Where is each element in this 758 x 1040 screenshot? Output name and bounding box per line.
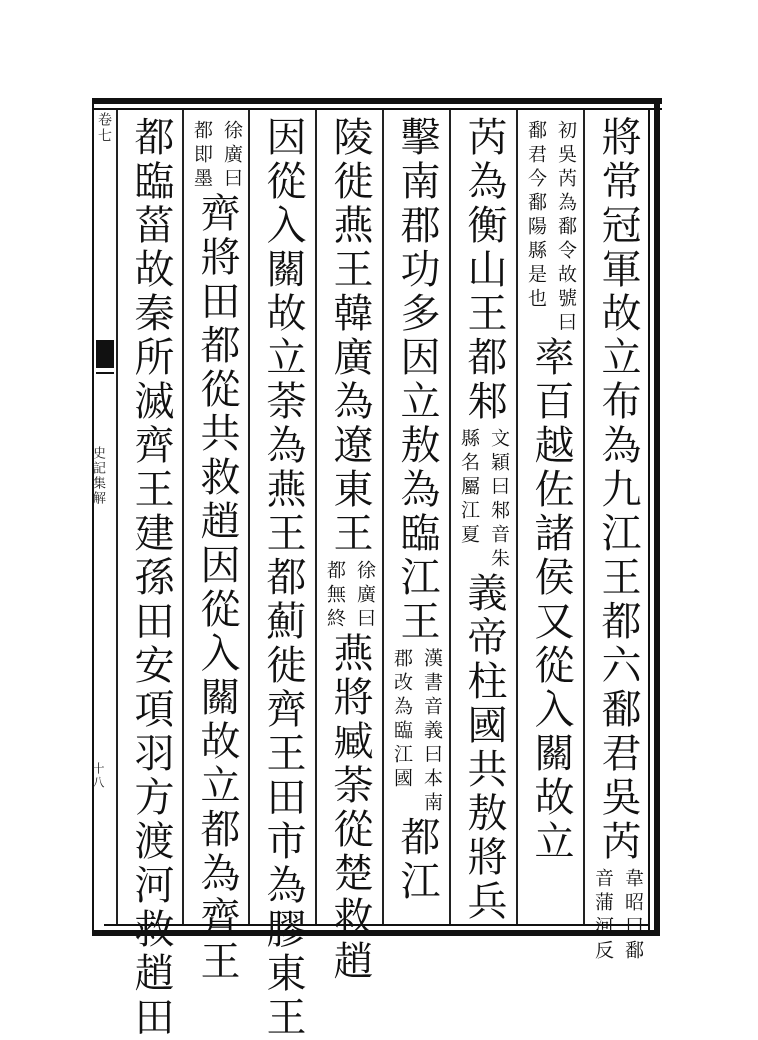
folio-number: 十八 bbox=[91, 762, 105, 790]
note-line: 音蒲河反 bbox=[592, 868, 614, 964]
main-text-continued: 義帝柱國共敖將兵 bbox=[461, 572, 507, 924]
text-column-3 bbox=[452, 116, 516, 924]
margin-chapter-label: 卷七 bbox=[96, 112, 112, 144]
commentary-note bbox=[523, 120, 579, 336]
column-rule bbox=[315, 110, 317, 924]
main-text: 芮為衡山王都邾 bbox=[461, 116, 507, 424]
note-line: 徐廣曰 bbox=[354, 560, 376, 632]
main-text-continued: 都江 bbox=[394, 816, 440, 904]
note-line: 徐廣曰 bbox=[221, 120, 243, 192]
note-line: 韋昭曰鄱 bbox=[622, 868, 644, 964]
main-text: 將常冠軍故立布為九江王都六鄱君吳芮 bbox=[595, 116, 641, 864]
text-column-8 bbox=[119, 116, 183, 1040]
main-text-continued: 燕將臧荼從楚救趙 bbox=[327, 632, 373, 984]
commentary-note bbox=[590, 868, 646, 964]
frame-left-border bbox=[92, 98, 94, 936]
note-line: 都即墨 bbox=[191, 120, 213, 192]
main-text: 因從入關故立荼為燕王都薊徙齊王田市為膠東王 bbox=[260, 116, 306, 1040]
commentary-note bbox=[456, 428, 512, 572]
text-column-2 bbox=[519, 116, 583, 920]
main-text: 擊南郡功多因立敖為臨江王 bbox=[394, 116, 440, 644]
column-rule bbox=[583, 110, 585, 924]
book-title: 史記集解 bbox=[90, 446, 105, 506]
text-column-4 bbox=[385, 116, 449, 920]
note-line: 初吳芮為鄱令故號曰 bbox=[555, 120, 577, 336]
note-line: 文穎曰邾音朱 bbox=[488, 428, 510, 572]
text-column-1 bbox=[586, 116, 650, 964]
note-line: 郡改為臨江國 bbox=[391, 648, 413, 792]
main-text-continued: 齊將田都從共救趙因從入關故立都為齊王 bbox=[194, 192, 240, 984]
note-line: 都無終 bbox=[324, 560, 346, 632]
note-line: 鄱君今鄱陽縣是也 bbox=[525, 120, 547, 312]
text-column-6 bbox=[251, 116, 315, 1040]
text-column-7 bbox=[185, 116, 249, 984]
fishtail-line bbox=[96, 372, 114, 374]
column-rule bbox=[382, 110, 384, 924]
column-rule bbox=[449, 110, 451, 924]
column-rule bbox=[116, 110, 118, 924]
column-rule bbox=[516, 110, 518, 924]
frame-top-border bbox=[92, 98, 662, 104]
commentary-note bbox=[322, 560, 378, 632]
commentary-note bbox=[189, 120, 245, 192]
frame-right-border bbox=[654, 98, 660, 936]
frame-top-inner-border bbox=[92, 108, 662, 110]
fishtail-mark bbox=[96, 340, 114, 368]
main-text: 都臨菑故秦所滅齊王建孫田安項羽方渡河救趙田 bbox=[128, 116, 174, 1040]
note-line: 縣名屬江夏 bbox=[458, 428, 480, 548]
commentary-note bbox=[389, 648, 445, 816]
note-line: 漢書音義曰本南 bbox=[421, 648, 443, 816]
main-text: 率百越佐諸侯又從入關故立 bbox=[528, 336, 574, 864]
text-column-5 bbox=[318, 116, 382, 984]
main-text: 陵徙燕王韓廣為遼東王 bbox=[327, 116, 373, 556]
